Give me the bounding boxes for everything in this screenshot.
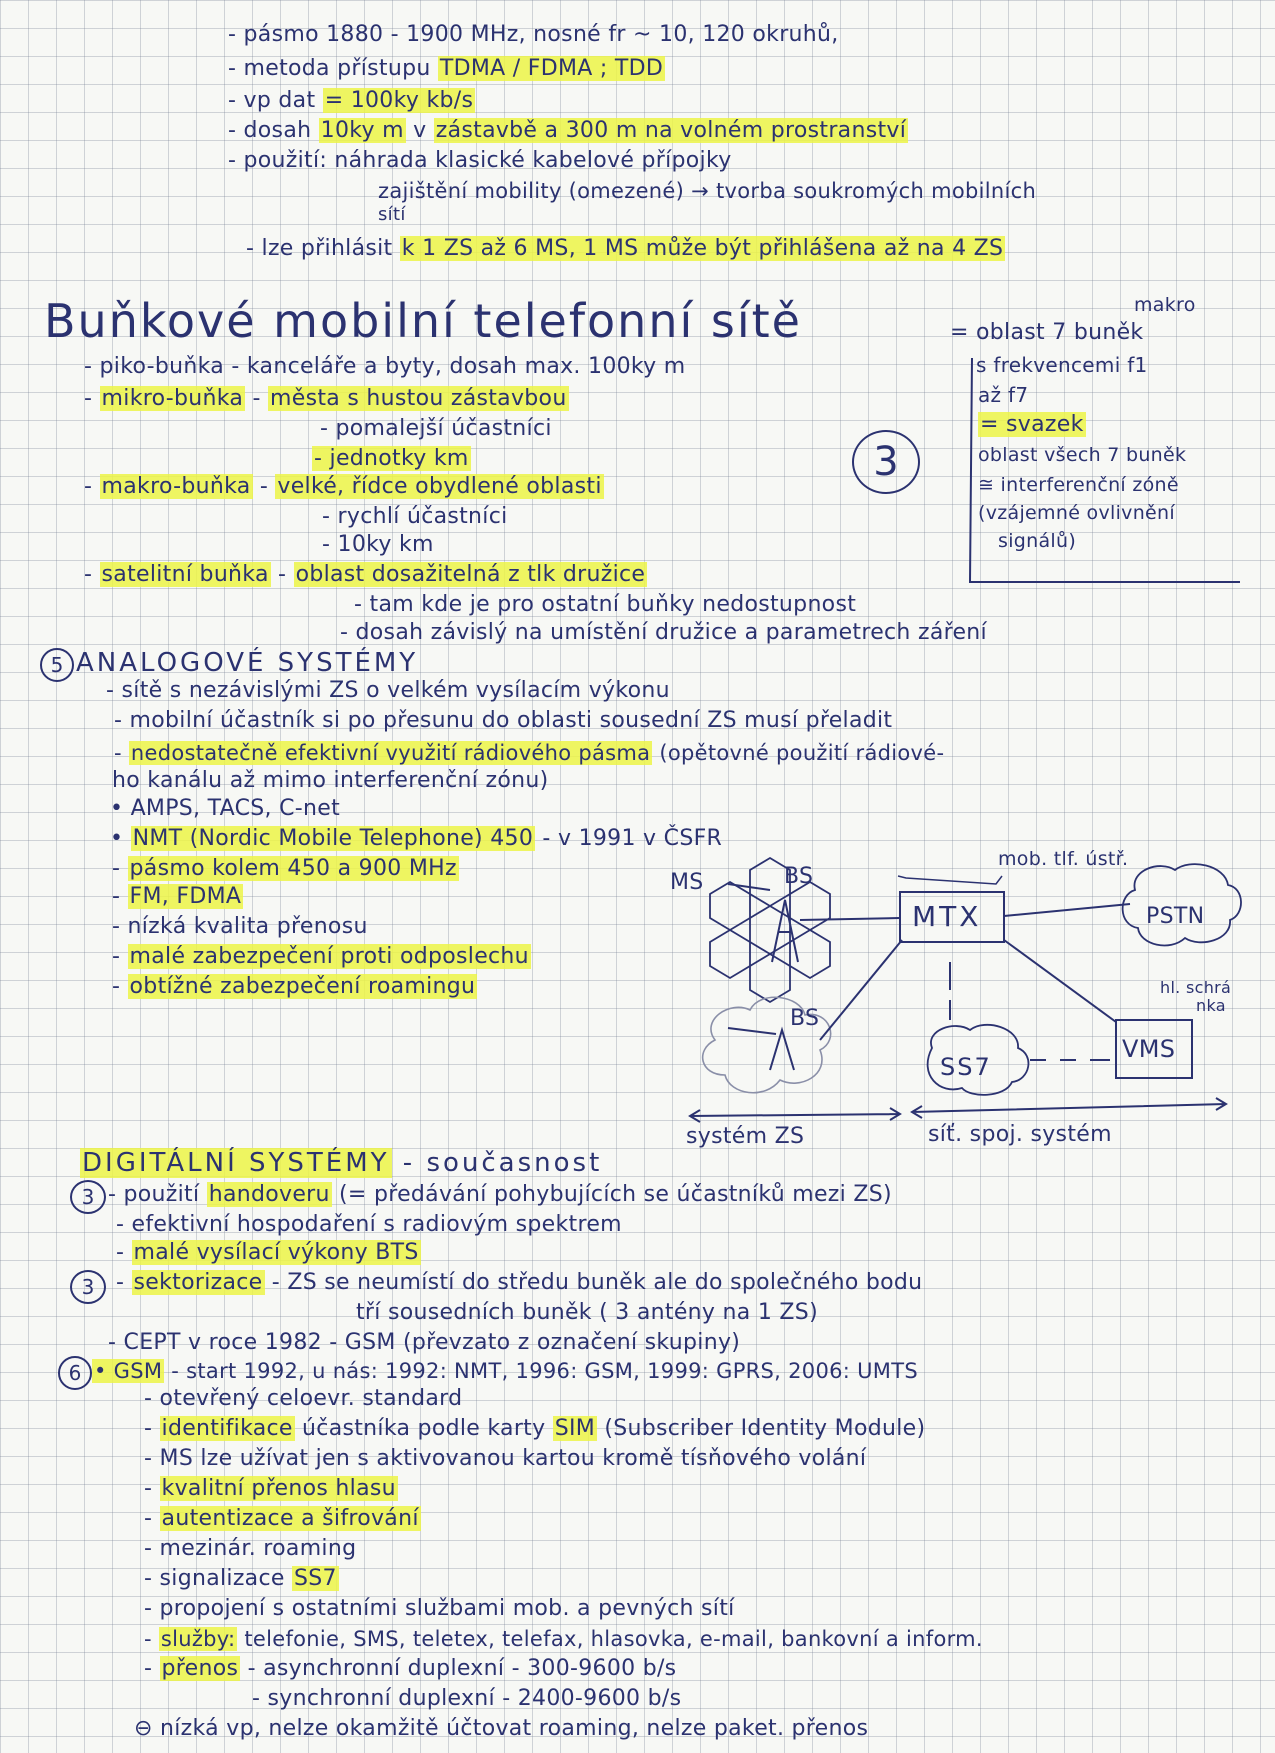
note-line [116,1238,421,1268]
highlighted-text: • GSM [94,1359,163,1383]
diagram-label: mob. tlf. ústř. [998,848,1129,870]
note-line [144,1654,676,1684]
highlighted-text: identifikace [161,1416,293,1441]
circled-number: 6 [58,1356,92,1390]
diagram-label: síť. spoj. systém [928,1122,1112,1147]
note-text: - [112,884,128,909]
note-text: účastníka podle karty [294,1416,553,1441]
note-text: - vp dat [228,88,323,113]
note-line: ho kanálu až mimo interferenční zónu) [112,768,549,793]
note-text: v [405,118,434,143]
note-text: - [112,974,128,999]
highlighted-text: autentizace a šifrování [161,1506,419,1531]
note-line: ⊖ nízká vp, nelze okamžitě účtovat roaming, nelze paket. přenos [134,1716,869,1741]
note-line: - pásmo 1880 - 1900 MHz, nosné fr ~ 10, 120 okruhů, [228,22,839,47]
note-text: piko-buňka [99,354,225,379]
note-text: telefonie, SMS, teletex, telefax, hlasovka, e-mail, bankovní a inform. [237,1627,983,1651]
note-line [144,1624,983,1654]
highlighted-text: přenos [161,1656,239,1681]
note-text: - [84,474,100,499]
note-line [108,1180,892,1210]
side-note: makro [1134,294,1196,316]
section-heading [80,1148,602,1178]
highlighted-text: velké, řídce obydlené oblasti [277,474,602,499]
note-text: - [84,562,100,587]
note-line [144,1564,339,1594]
note-text: - [84,354,100,379]
link-line [1004,904,1130,916]
highlighted-text: = 100ky kb/s [324,88,474,113]
section-heading: ANALOGOVÉ SYSTÉMY [76,648,419,678]
note-line: - mobilní účastník si po přesunu do oblasti sousední ZS musí přeladit [114,708,893,733]
note-text: - [116,1270,132,1295]
note-text: (= předávání pohybujících se účastníků mezi ZS) [331,1182,892,1207]
diagram-label: VMS [1122,1035,1176,1063]
span-arrow [912,1098,1226,1118]
note-line: - efektivní hospodaření s radiovým spektrem [116,1212,622,1237]
note-line: - CEPT v roce 1982 - GSM (převzato z označení skupiny) [108,1330,741,1355]
link-line [820,940,902,1040]
bracket-line [970,358,1240,582]
highlighted-text: zástavbě a 300 m na volném prostranství [435,118,907,143]
highlighted-text: NMT (Nordic Mobile Telephone) 450 [132,826,534,851]
note-line [144,1474,398,1504]
note-line: - použití: náhrada klasické kabelové přípojky [228,148,732,173]
note-text: - [84,386,100,411]
note-line: - synchronní duplexní - 2400-9600 b/s [252,1686,682,1711]
highlighted-text: služby: [160,1627,236,1651]
highlighted-text: sektorizace [133,1270,263,1295]
circled-number: 3 [852,430,920,494]
arrow-line [728,1028,776,1034]
diagram-label: MTX [912,900,982,933]
diagram-label: MS [670,870,704,895]
side-note: = oblast 7 buněk [950,320,1144,345]
note-text: - současnost [391,1148,603,1178]
circled-number: 3 [70,1180,106,1214]
note-text: - [114,741,129,765]
note-line: - pomalejší účastníci [320,416,552,441]
diagram-label: SS7 [940,1053,992,1081]
diagram-label: nka [1196,996,1226,1015]
note-text: - [144,1656,160,1681]
highlighted-text: oblast dosažitelná z tlk družice [295,562,646,587]
highlighted-text: handoveru [208,1182,330,1207]
highlighted-text: FM, FDMA [129,884,242,909]
note-text: - v 1991 v ČSFR [535,826,723,851]
highlighted-text: = svazek [980,412,1084,437]
diagram-label: hl. schrá [1160,978,1232,997]
highlighted-text: 10ky m [320,118,404,143]
note-text: - lze přihlásit [246,236,400,261]
note-text: - signalizace [144,1566,292,1591]
circled-number: 3 [70,1270,106,1304]
note-text: - [144,1506,160,1531]
side-note: signálů) [998,530,1077,552]
note-line: - tam kde je pro ostatní buňky nedostupnost [354,592,857,617]
side-note: (vzájemné ovlivnění [978,502,1175,524]
highlighted-text: kvalitní přenos hlasu [161,1476,396,1501]
note-line [144,1414,925,1444]
note-line: - mezinár. roaming [144,1536,357,1561]
note-text: (opětovné použití rádiové- [652,741,945,765]
highlighted-text: města s hustou zástavbou [270,386,567,411]
note-line: - sítě s nezávislými ZS o velkém vysílacím výkonu [106,678,670,703]
note-text: 100ky m [588,354,686,379]
note-text: - ZS se neumístí do středu buněk ale do společného bodu [264,1270,923,1295]
note-text: - [144,1416,160,1441]
highlighted-text: mikro-buňka [101,386,244,411]
note-text: - [112,856,128,881]
note-line [92,1356,918,1386]
diagram-label: PSTN [1146,904,1205,929]
highlighted-text: satelitní buňka [101,562,269,587]
note-line: • AMPS, TACS, C-net [110,796,341,821]
link-line [800,918,900,920]
highlighted-text: - jednotky km [314,446,469,471]
note-line: zajištění mobility (omezené) → tvorba soukromých mobilních [378,179,1037,203]
side-note: s frekvencemi f1 [976,353,1148,377]
note-text: - [270,562,294,587]
note-text: - asynchronní duplexní - 300-9600 b/s [240,1656,677,1681]
note-line: - dosah závislý na umístění družice a parametrech záření [340,620,987,645]
side-note: oblast všech 7 buněk [978,444,1187,466]
highlighted-text: DIGITÁLNÍ SYSTÉMY [82,1148,390,1178]
highlighted-text: malé vysílací výkony BTS [133,1240,419,1265]
note-text: - [116,1240,132,1265]
note-text: - kanceláře a byty, dosah max. [224,354,589,379]
highlighted-text: TDMA / FDMA ; TDD [439,56,664,81]
circled-number: 5 [40,648,74,682]
highlighted-text: obtížné zabezpečení roamingu [129,974,476,999]
note-line: tří sousedních buněk ( 3 antény na 1 ZS) [356,1300,818,1325]
note-text: - [144,1476,160,1501]
note-text: - [252,474,276,499]
note-line: - MS lze užívat jen s aktivovanou kartou kromě tísňového volání [144,1446,867,1471]
note-text: (Subscriber Identity Module) [597,1416,926,1441]
note-text: - použití [108,1182,207,1207]
note-line: sítí [378,204,406,225]
side-note: až f7 [978,383,1029,407]
note-line: - 10ky km [322,532,434,557]
box-edge [898,876,1002,884]
note-text: - [112,944,128,969]
span-arrow [690,1108,900,1122]
note-line: - nízká kvalita přenosu [112,914,368,939]
link-line [1004,940,1116,1022]
note-text: - [144,1627,159,1651]
side-note: ≅ interferenční zóně [978,474,1179,496]
arrow-line [728,884,770,890]
highlighted-text: nedostatečně efektivní využití rádiového pásma [130,741,651,765]
highlighted-text: makro-buňka [101,474,251,499]
highlighted-text: SS7 [293,1566,337,1591]
note-text: - metoda přístupu [228,56,438,81]
diagram-label: BS [784,864,814,889]
note-line: - otevřený celoevr. standard [144,1386,463,1411]
highlighted-text: k 1 ZS až 6 MS, 1 MS může být přihlášena až na 4 ZS [401,236,1004,261]
note-line [116,1268,922,1298]
diagram-label: systém ZS [686,1124,805,1149]
note-line: - propojení s ostatními službami mob. a pevných sítí [144,1596,735,1621]
note-text: - dosah [228,118,319,143]
note-line: - rychlí účastníci [322,504,508,529]
highlighted-text: SIM [554,1416,596,1441]
highlighted-text: malé zabezpečení proti odposlechu [129,944,529,969]
note-text: • [110,826,131,851]
antenna-icon [770,1030,794,1070]
section-title: Buňkové mobilní telefonní sítě [44,294,802,348]
highlighted-text: pásmo kolem 450 a 900 MHz [129,856,457,881]
diagram-label: BS [790,1006,820,1031]
note-text: - [245,386,269,411]
note-text: - start 1992, u nás: 1992: NMT, 1996: GSM, 1999: GPRS, 2006: UMTS [164,1359,918,1383]
note-line [144,1504,421,1534]
